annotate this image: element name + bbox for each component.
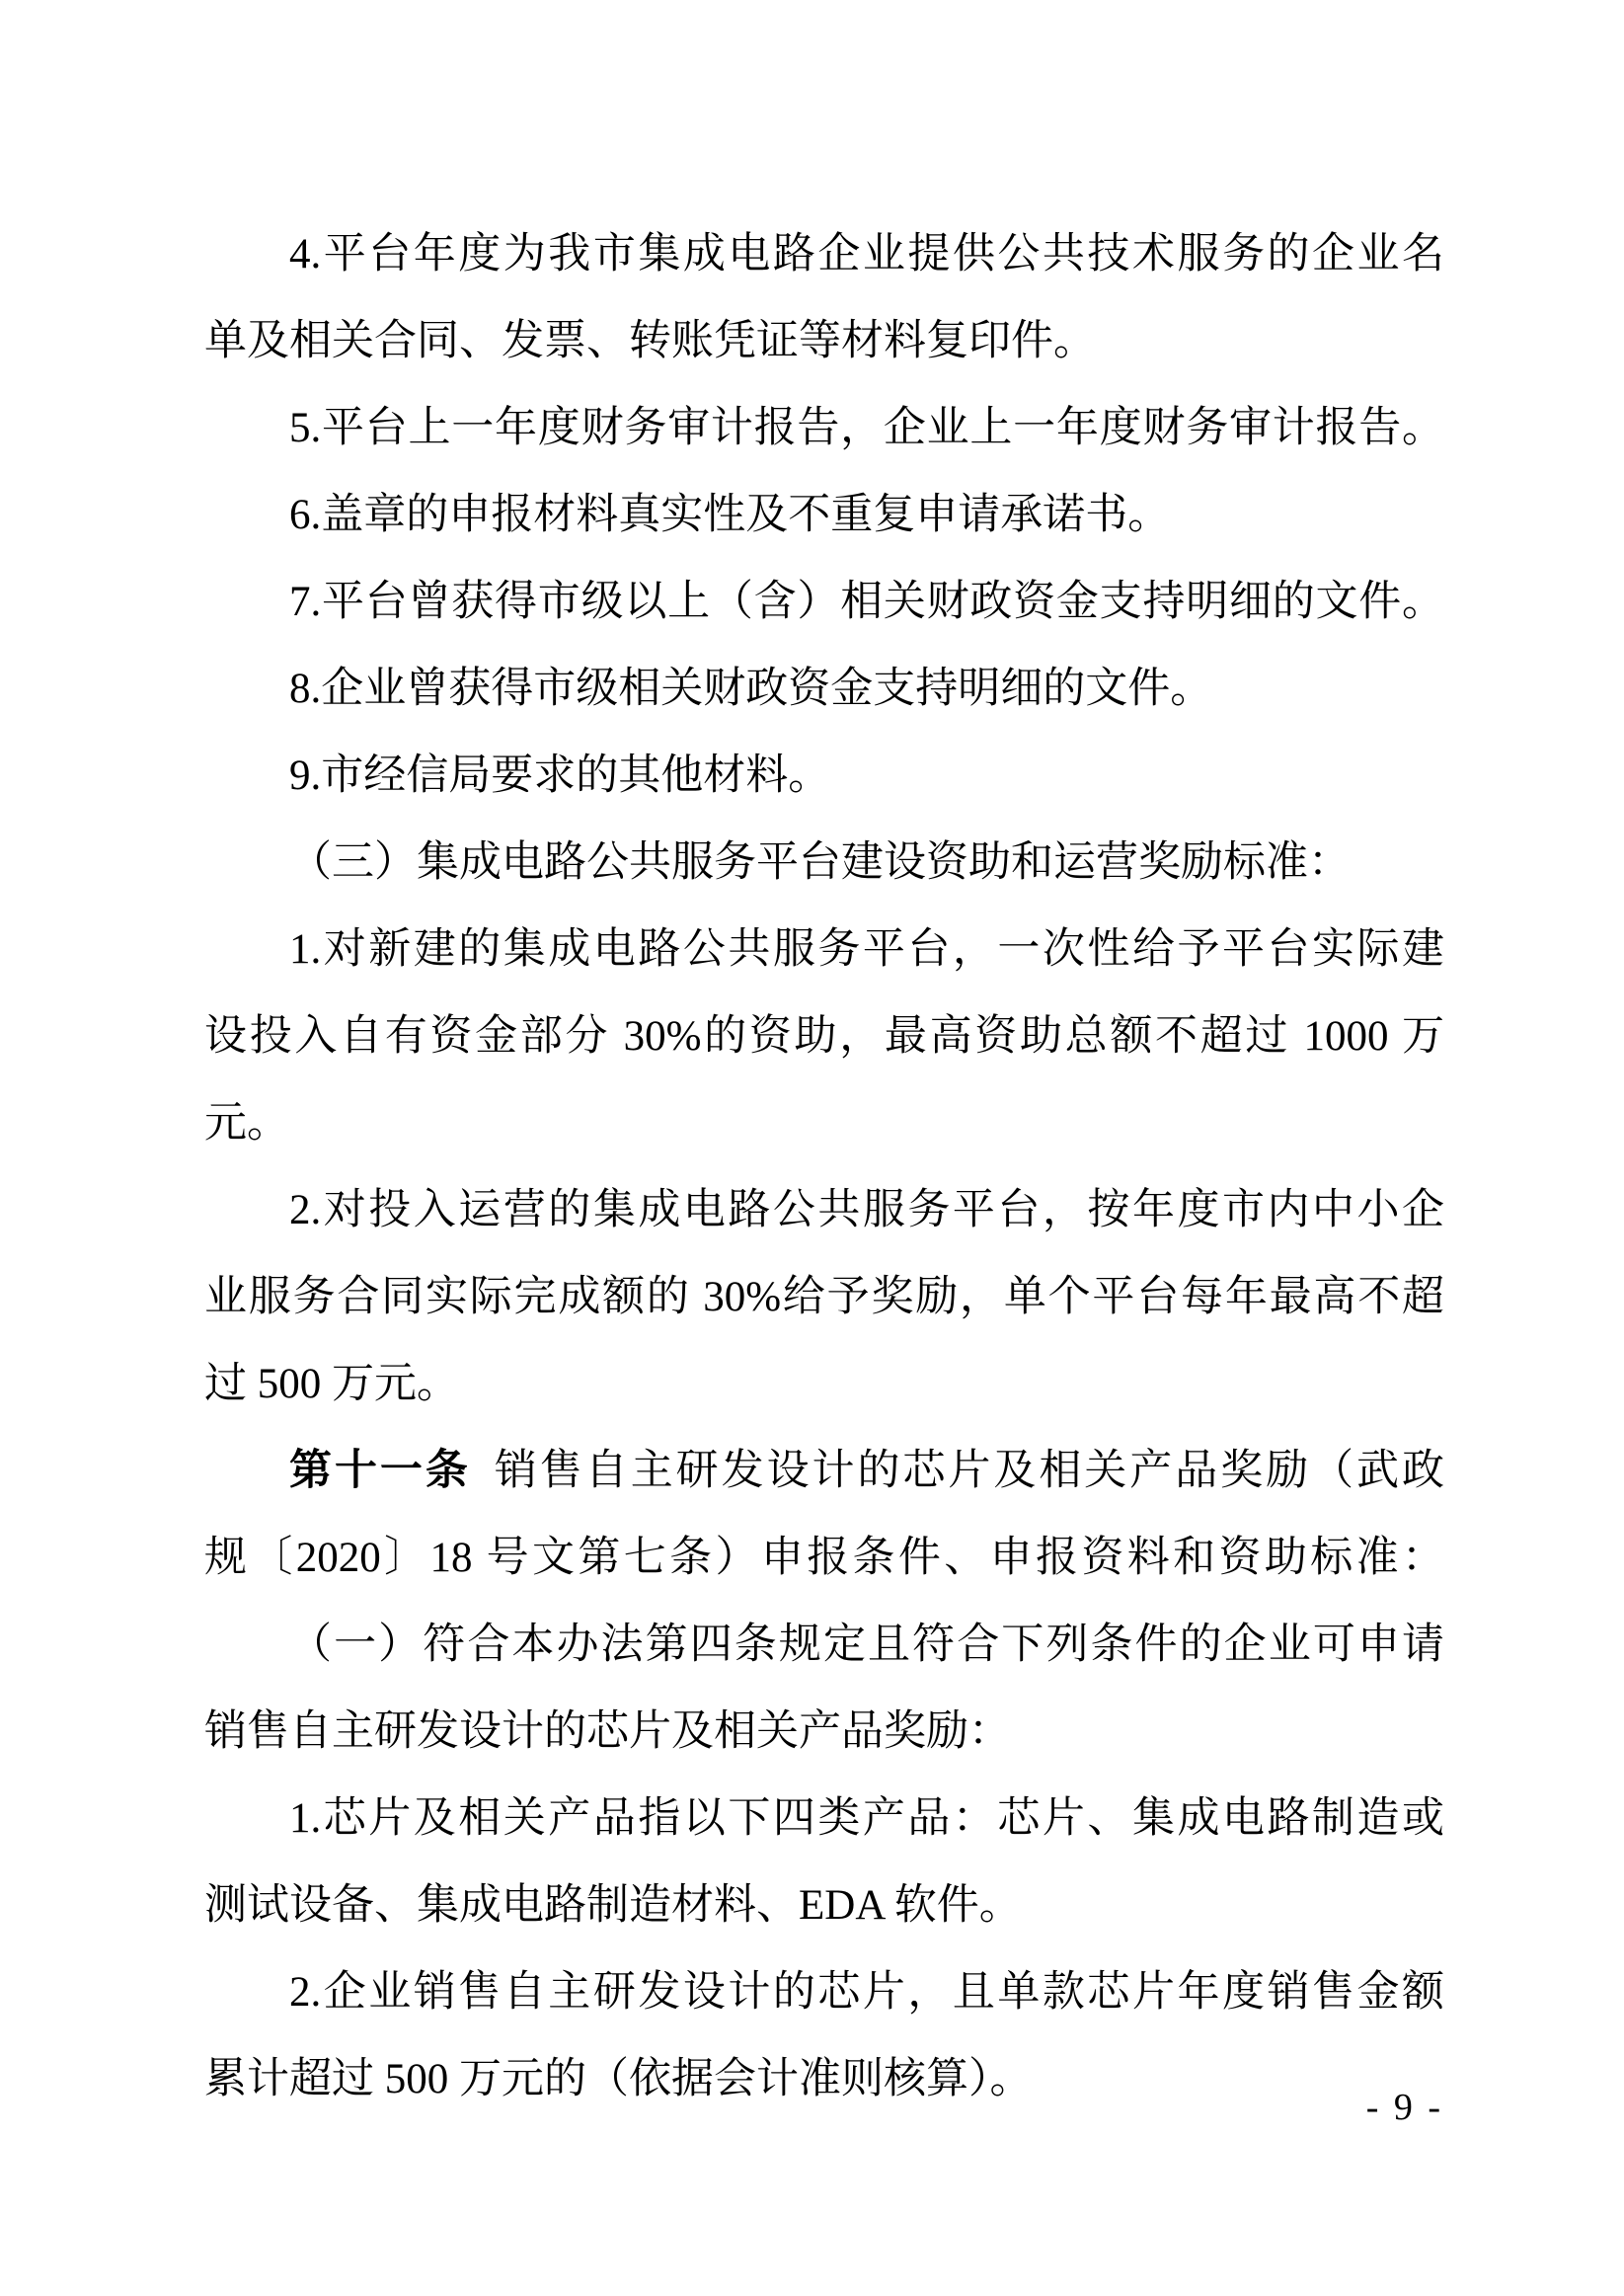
text-line: 过 500 万元。 [204,1361,459,1407]
document-body [204,211,1444,2123]
text-line: 2.对投入运营的集成电路公共服务平台，按年度市内中小企 [289,1187,1444,1233]
page-number: - 9 - [1365,2087,1443,2128]
text-line: 业服务合同实际完成额的 30%给予奖励，单个平台每年最高不超 [204,1274,1444,1320]
text-line: 测试设备、集成电路制造材料、EDA 软件。 [204,1882,1022,1929]
text-line: 累计超过 500 万元的（依据会计准则核算）。 [204,2056,1033,2102]
text-line: 规〔2020〕18 号文第七条）申报条件、申报资料和资助标准： [204,1535,1444,1581]
text-line: 1.芯片及相关产品指以下四类产品：芯片、集成电路制造或 [289,1795,1444,1842]
article-11-heading-line [204,1428,1444,1515]
text-line: 9.市经信局要求的其他材料。 [289,752,831,799]
article-number-label: 第十一条 [289,1448,471,1494]
text-line: 元。 [204,1100,289,1147]
text-line: 单及相关合同、发票、转账凭证等材料复印件。 [204,318,1096,364]
text-line: （一）符合本办法第四条规定且符合下列条件的企业可申请 [289,1622,1444,1668]
text-line: 1.对新建的集成电路公共服务平台，一次性给予平台实际建 [289,926,1444,973]
text-line: 销售自主研发设计的芯片及相关产品奖励： [204,1708,1011,1755]
text-line: 5.平台上一年度财务审计报告，企业上一年度财务审计报告。 [289,405,1444,451]
article-title-text: 销售自主研发设计的芯片及相关产品奖励（武政 [494,1448,1445,1494]
text-line: 6.盖章的申报材料真实性及不重复申请承诺书。 [289,492,1171,538]
text-line: 4.平台年度为我市集成电路企业提供公共技术服务的企业名 [289,231,1444,277]
text-line: 2.企业销售自主研发设计的芯片，且单款芯片年度销售金额 [289,1969,1444,2016]
text-line: 7.平台曾获得市级以上（含）相关财政资金支持明细的文件。 [289,579,1444,625]
section-heading-line: （三）集成电路公共服务平台建设资助和运营奖励标准： [289,839,1351,886]
text-line: 设投入自有资金部分 30%的资助，最高资助总额不超过 1000 万 [204,1013,1444,1060]
text-line: 8.企业曾获得市级相关财政资金支持明细的文件。 [289,666,1213,712]
